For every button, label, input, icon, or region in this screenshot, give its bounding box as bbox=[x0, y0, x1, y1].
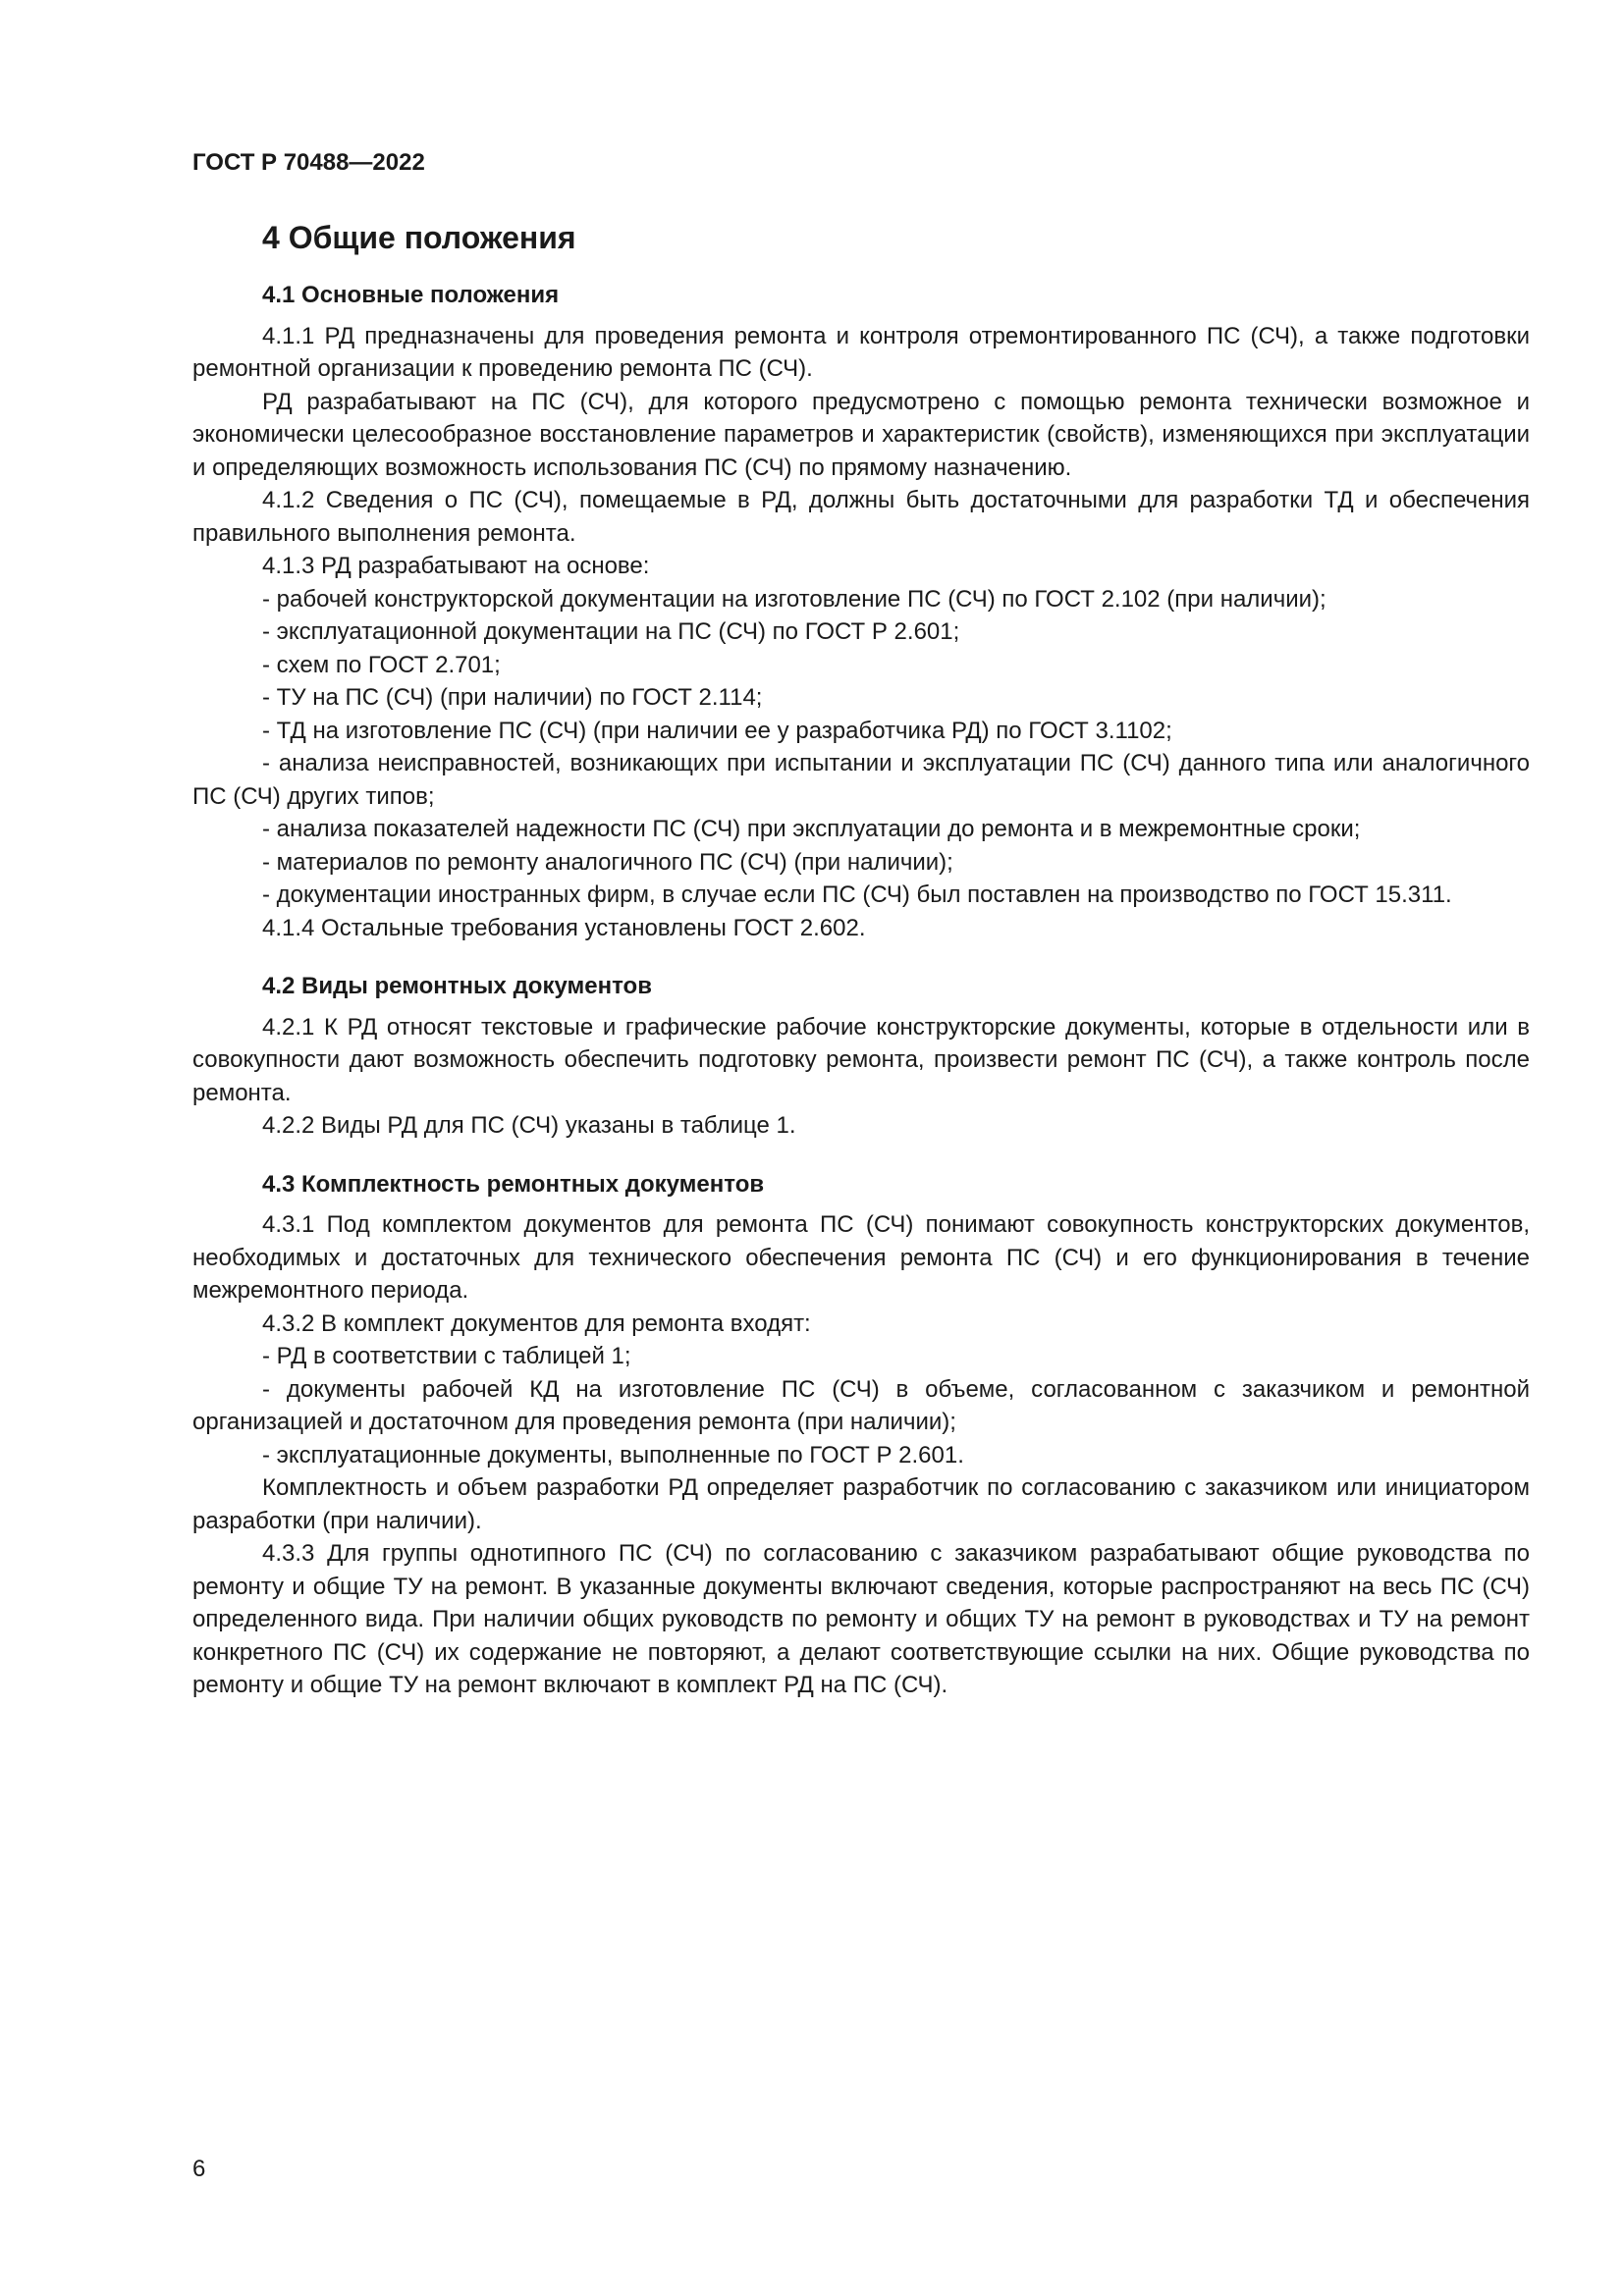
list-item: - документы рабочей КД на изготовление ПС (СЧ) в объеме, согласованном с заказчиком и ремонтной организацией и достаточном для проведения ремонта (при наличии); bbox=[192, 1375, 1530, 1435]
list-item: - рабочей конструкторской документации на изготовление ПС (СЧ) по ГОСТ 2.102 (при наличии); bbox=[262, 585, 1326, 613]
document-body bbox=[192, 218, 1530, 1702]
subsection-title-4-3: 4.3 Комплектность ремонтных документов bbox=[262, 1170, 765, 1198]
list-item: - документации иностранных фирм, в случае если ПС (СЧ) был поставлен на производство по ГОСТ 15.311. bbox=[262, 881, 1452, 908]
list-item: - эксплуатационной документации на ПС (СЧ) по ГОСТ Р 2.601; bbox=[262, 618, 960, 645]
paragraph-4-3-3: 4.3.3 Для группы однотипного ПС (СЧ) по согласованию с заказчиком разрабатывают общие руководства по ремонту и общие ТУ на ремонт. В указанные документы включают сведения, которые распространяют на весь ПС (СЧ) определенного вида. При наличии общих руководств по ремонту и общих ТУ на ремонт в руководствах и ТУ на ремонт конкретного ПС (СЧ) их содержание не повторяют, а делают соответствующие ссылки на них. Общие руководства по ремонту и общие ТУ на ремонт включают в комплект РД на ПС (СЧ). bbox=[192, 1540, 1530, 1698]
paragraph-4-2-1: 4.2.1 К РД относят текстовые и графические рабочие конструкторские документы, которые в отдельности или в совокупности дают возможность обеспечить подготовку ремонта, произвести ремонт ПС (СЧ), а также контроль после ремонта. bbox=[192, 1013, 1530, 1106]
paragraph-4-1-3: 4.1.3 РД разрабатывают на основе: bbox=[262, 553, 650, 579]
list-item: - анализа неисправностей, возникающих при испытании и эксплуатации ПС (СЧ) данного типа или аналогичного ПС (СЧ) других типов; bbox=[192, 750, 1530, 810]
paragraph-4-1-4: 4.1.4 Остальные требования установлены ГОСТ 2.602. bbox=[262, 914, 866, 941]
list-item: - РД в соответствии с таблицей 1; bbox=[262, 1343, 631, 1369]
paragraph-4-2-2: 4.2.2 Виды РД для ПС (СЧ) указаны в таблице 1. bbox=[262, 1112, 796, 1139]
paragraph-4-3-1: 4.3.1 Под комплектом документов для ремонта ПС (СЧ) понимают совокупность конструкторских документов, необходимых и достаточных для технического обеспечения ремонта ПС (СЧ) и его функционирования в течение межремонтного периода. bbox=[192, 1211, 1530, 1304]
subsection-title-4-2: 4.2 Виды ремонтных документов bbox=[262, 973, 652, 999]
document-code: ГОСТ Р 70488—2022 bbox=[192, 149, 425, 176]
paragraph-4-1-1-cont: РД разрабатывают на ПС (СЧ), для которого предусмотрено с помощью ремонта технически возможное и экономически целесообразное восстановление параметров и характеристик (свойств), изменяющихся при эксплуатации и определяющих возможность использования ПС (СЧ) по прямому назначению. bbox=[192, 388, 1530, 481]
paragraph-4-3-2: 4.3.2 В комплект документов для ремонта входят: bbox=[262, 1309, 811, 1337]
section-title: 4 Общие положения bbox=[262, 220, 576, 255]
list-item: - схем по ГОСТ 2.701; bbox=[262, 651, 501, 678]
paragraph-4-3-2-cont: Комплектность и объем разработки РД определяет разработчик по согласованию с заказчиком или инициатором разработки (при наличии). bbox=[192, 1474, 1530, 1534]
list-item: - материалов по ремонту аналогичного ПС (СЧ) (при наличии); bbox=[262, 848, 953, 876]
page-number: 6 bbox=[192, 2156, 206, 2182]
subsection-title-4-1: 4.1 Основные положения bbox=[262, 282, 560, 308]
list-item: - ТД на изготовление ПС (СЧ) (при наличии ее у разработчика РД) по ГОСТ 3.1102; bbox=[262, 717, 1172, 744]
paragraph-4-1-1: 4.1.1 РД предназначены для проведения ремонта и контроля отремонтированного ПС (СЧ), а также подготовки ремонтной организации к проведению ремонта ПС (СЧ). bbox=[192, 322, 1530, 382]
list-item: - ТУ на ПС (СЧ) (при наличии) по ГОСТ 2.114; bbox=[262, 684, 763, 711]
list-item: - анализа показателей надежности ПС (СЧ) при эксплуатации до ремонта и в межремонтные сроки; bbox=[262, 816, 1361, 842]
list-item: - эксплуатационные документы, выполненные по ГОСТ Р 2.601. bbox=[262, 1441, 964, 1468]
paragraph-4-1-2: 4.1.2 Сведения о ПС (СЧ), помещаемые в РД, должны быть достаточными для разработки ТД и обеспечения правильного выполнения ремонта. bbox=[192, 487, 1530, 547]
